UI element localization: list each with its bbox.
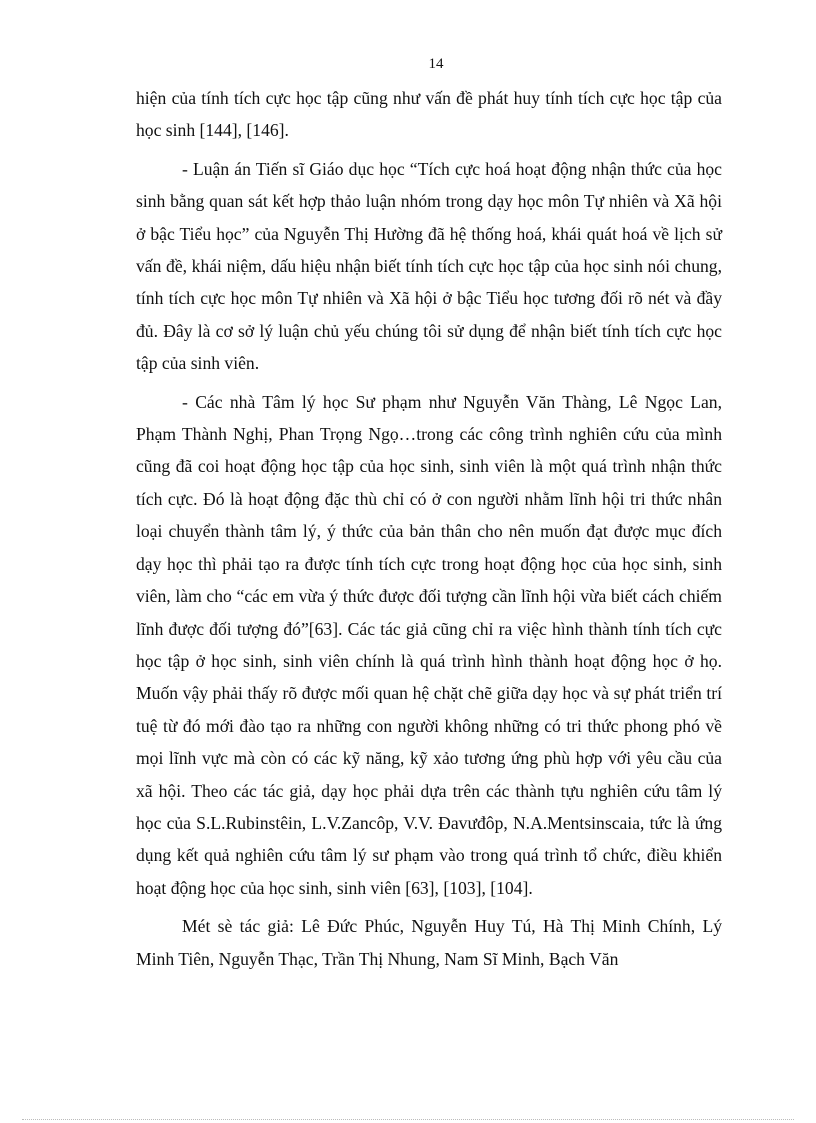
paragraph-pedagogical-psychologists: - Các nhà Tâm lý học Sư phạm như Nguyễn Văn Thàng, Lê Ngọc Lan, Phạm Thành Nghị, Phan Trọng Ngọ…trong các công trình nghiên cứu của mình cũng đã coi hoạt động học tập của học sinh, sinh viên là một quá trình nhận thức tích cực. Đó là hoạt động đặc thù chỉ có ở con người nhằm lĩnh hội tri thức nhân loại chuyển thành tâm lý, ý thức của bản thân cho nên muốn đạt được mục đích dạy học thì phải tạo ra được tính tích cực trong hoạt động học của học sinh, sinh viên, làm cho “các em vừa ý thức được đối tượng cần lĩnh hội vừa biết cách chiếm lĩnh được đối tượng đó”[63]. Các tác giả cũng chỉ ra việc hình thành tính tích cực học tập ở học sinh, sinh viên chính là quá trình hình thành hoạt động học ở họ. Muốn vậy phải thấy rõ được mối quan hệ chặt chẽ giữa dạy học và sự phát triển trí tuệ từ đó mới đào tạo ra những con người không những có tri thức phong phó về mọi lĩnh vực mà còn có các kỹ năng, kỹ xảo tương ứng phù hợp với yêu cầu của xã hội. Theo các tác giả, dạy học phải dựa trên các thành tựu nghiên cứu tâm lý học của S.L.Rubinstêin, L.V.Zancôp, V.V. Đavưđôp, N.A.Mentsinscaia, tức là ứng dụng kết quả nghiên cứu tâm lý sư phạm vào trong quá trình tổ chức, điều khiển hoạt động học của học sinh, sinh viên [63], [103], [104]. xyxy=(136,391,722,898)
page-bottom-divider xyxy=(22,1119,794,1120)
paragraph-continuation: hiện của tính tích cực học tập cũng như vấn đề phát huy tính tích cực học tập của học sinh [144], [146]. xyxy=(136,88,722,141)
paragraph-thesis-huong: - Luận án Tiến sĩ Giáo dục học “Tích cực hoá hoạt động nhận thức của học sinh bằng quan sát kết hợp thảo luận nhóm trong dạy học môn Tự nhiên và Xã hội ở bậc Tiểu học” của Nguyễn Thị Hường đã hệ thống hoá, khái quát hoá về lịch sử vấn đề, khái niệm, dấu hiệu nhận biết tính tích cực học tập của học sinh nói chung, tính tích cực học môn Tự nhiên và Xã hội ở bậc Tiểu học tương đối rõ nét và đầy đủ. Đây là cơ sở lý luận chủ yếu chúng tôi sử dụng để nhận biết tính tích cực học tập của sinh viên. xyxy=(136,158,722,374)
paragraph-other-authors: Mét sè tác giả: Lê Đức Phúc, Nguyễn Huy Tú, Hà Thị Minh Chính, Lý Minh Tiên, Nguyễn Thạc, Trần Thị Nhung, Nam Sĩ Minh, Bạch Văn xyxy=(136,916,722,969)
page-number: 14 xyxy=(428,56,444,72)
body-text xyxy=(136,82,722,981)
